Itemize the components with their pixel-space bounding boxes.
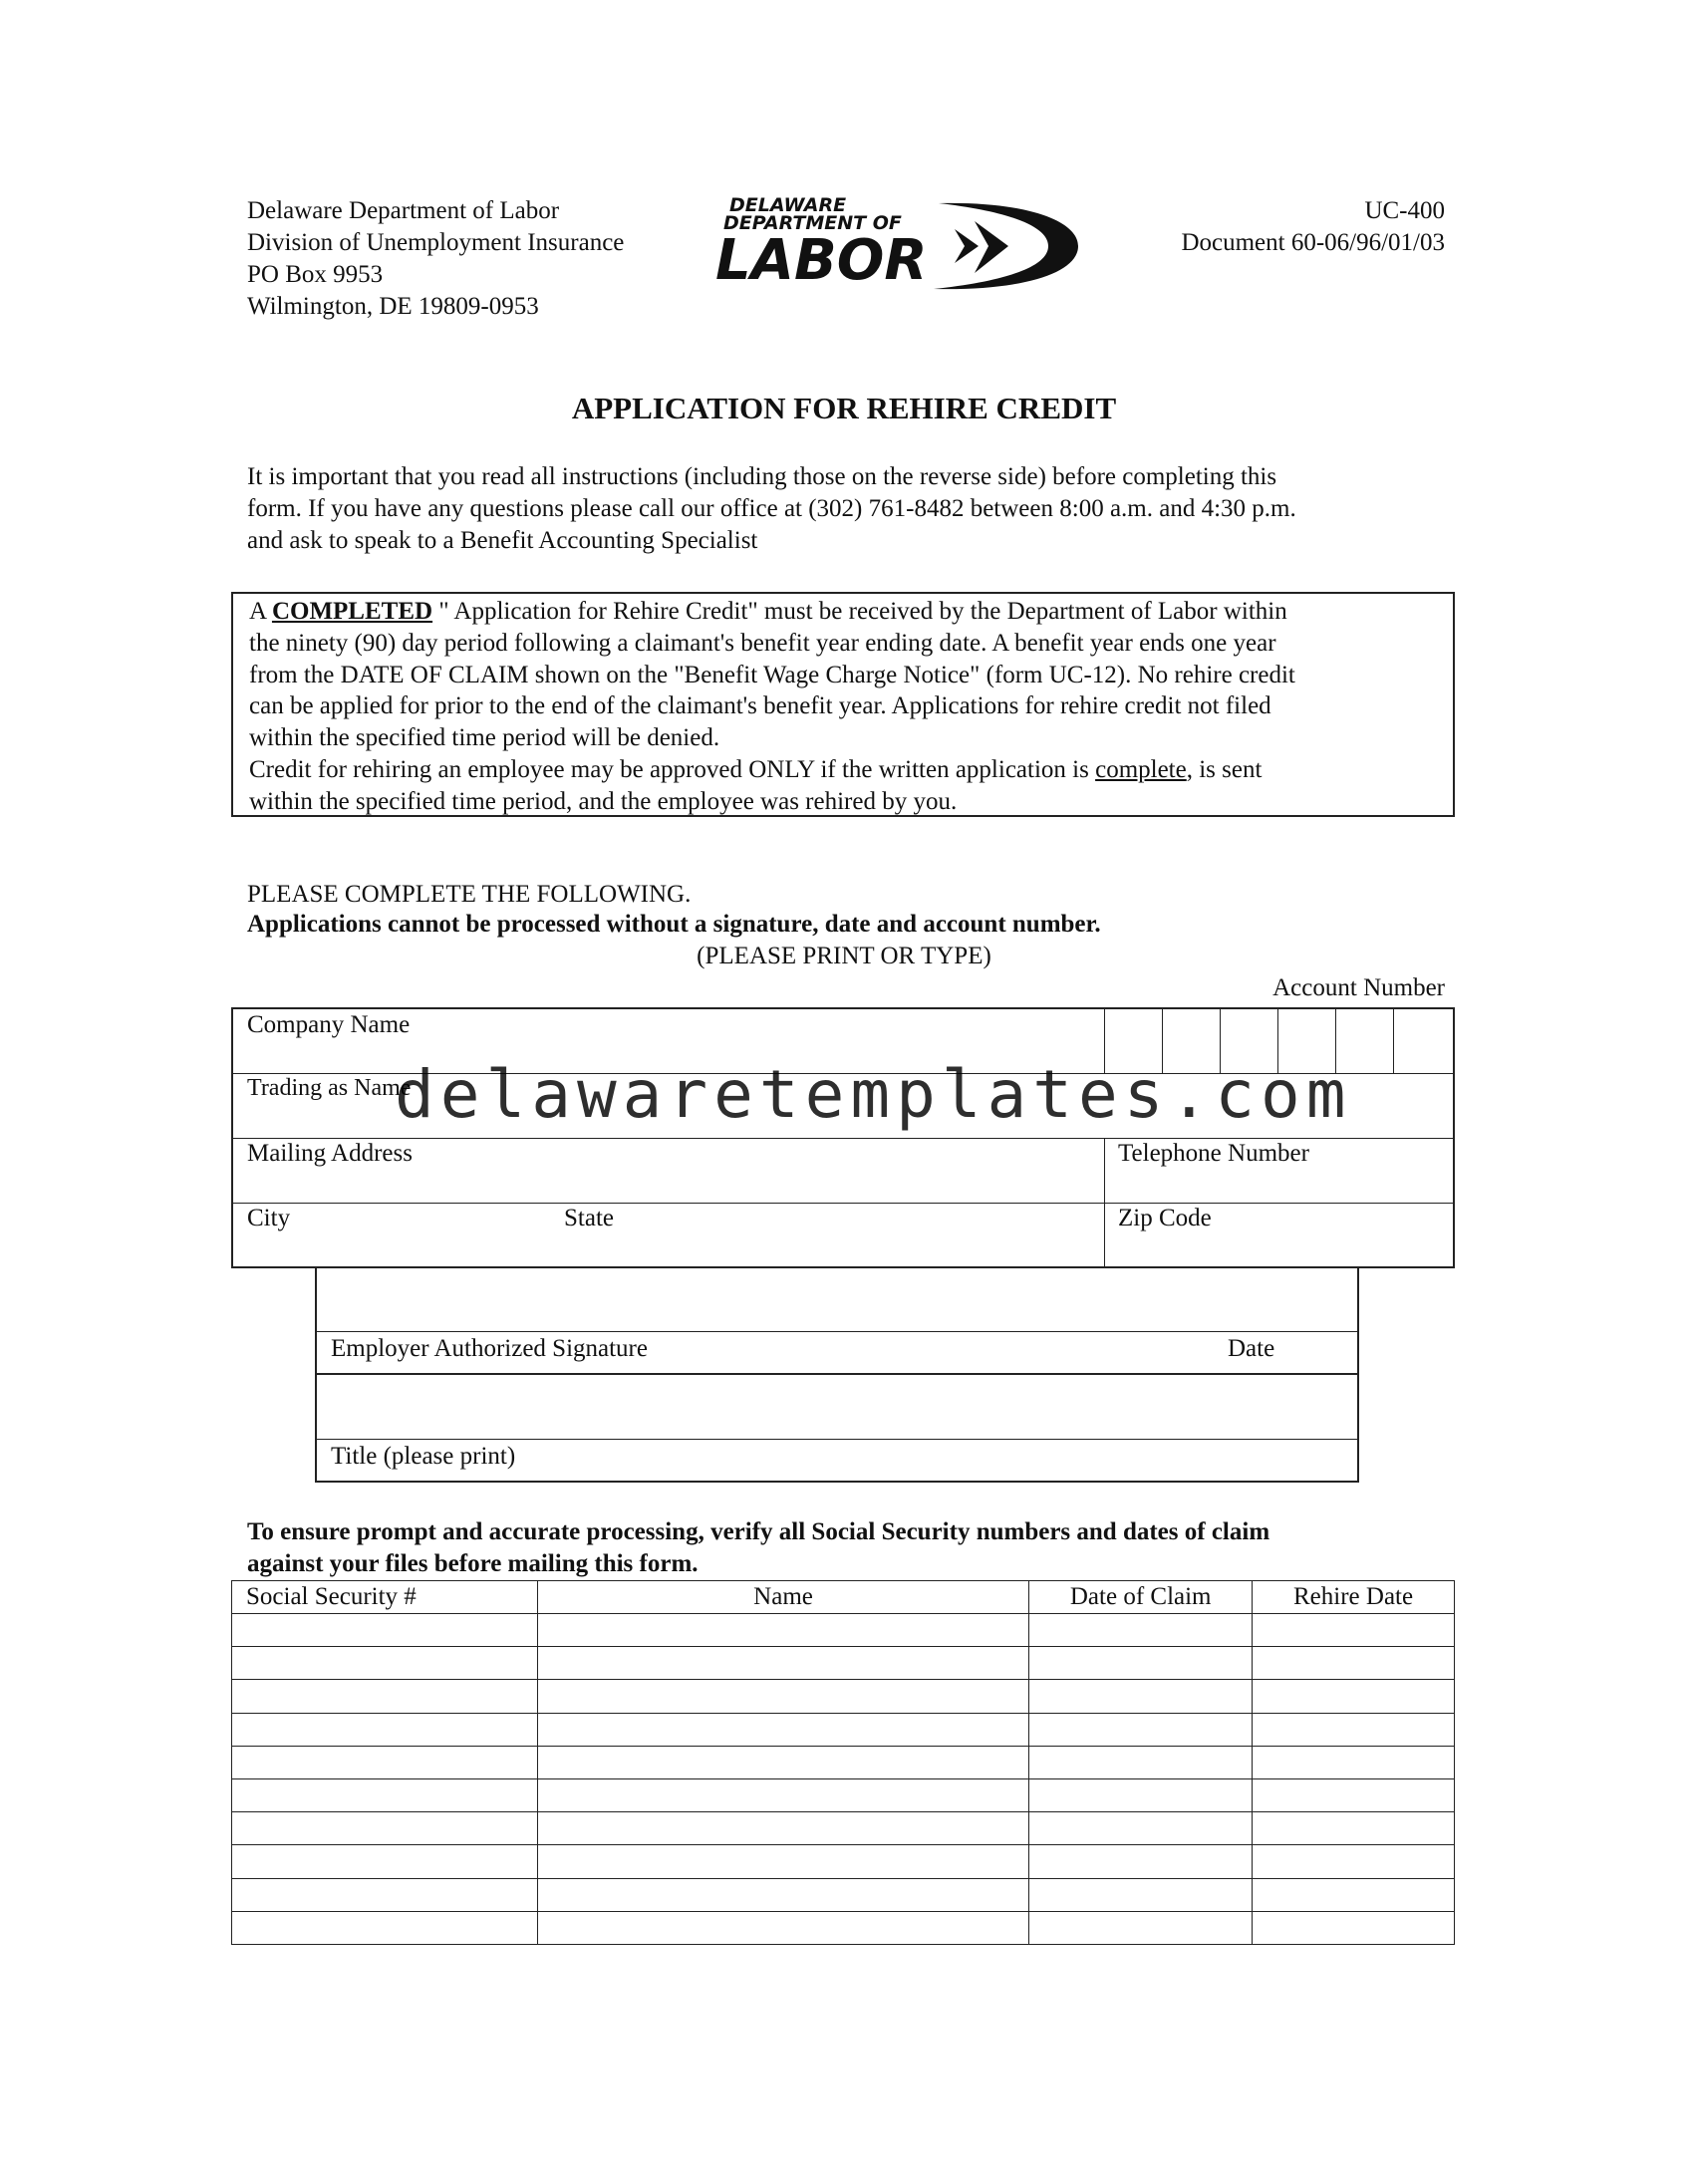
table-row xyxy=(232,1878,1455,1911)
state-field[interactable]: State xyxy=(564,1205,614,1231)
intro-line: and ask to speak to a Benefit Accounting Specialist xyxy=(247,527,758,554)
claim-date-cell[interactable] xyxy=(1029,1911,1253,1944)
company-name-field[interactable]: Company Name xyxy=(247,1011,411,1038)
ssn-cell[interactable] xyxy=(232,1812,538,1845)
table-row xyxy=(232,1812,1455,1845)
notice-line: the ninety (90) day period following a claimant's benefit year ending date. A benefit year ends one year xyxy=(249,629,1276,657)
rehire-date-cell[interactable] xyxy=(1253,1812,1455,1845)
employer-info-block xyxy=(231,1007,1455,1268)
table-row xyxy=(232,1911,1455,1944)
column-header-date-of-claim: Date of Claim xyxy=(1029,1581,1253,1614)
logo-line3: LABOR xyxy=(715,228,928,293)
rehire-date-cell[interactable] xyxy=(1253,1878,1455,1911)
rehire-date-cell[interactable] xyxy=(1253,1911,1455,1944)
ssn-cell[interactable] xyxy=(232,1746,538,1778)
column-header-ssn: Social Security # xyxy=(232,1581,538,1614)
notice-last-suffix: , is sent xyxy=(1186,755,1263,783)
form-identifier xyxy=(1126,195,1445,259)
agency-line: PO Box 9953 xyxy=(247,261,384,288)
divider xyxy=(317,1331,1357,1332)
notice-line: within the specified time period, and the employee was rehired by you. xyxy=(249,787,958,815)
column-header-rehire-date: Rehire Date xyxy=(1253,1581,1455,1614)
logo-line1: DELAWARE xyxy=(729,194,847,216)
logo-line2: DEPARTMENT OF xyxy=(723,212,902,234)
verify-line: against your files before mailing this form. xyxy=(247,1550,699,1577)
notice-line xyxy=(249,596,1453,628)
intro-line: form. If you have any questions please call our office at (302) 761-8482 between 8:00 a.m. and 4:30 p.m. xyxy=(247,495,1296,522)
table-row xyxy=(232,1680,1455,1713)
employer-signature-field[interactable]: Employer Authorized Signature xyxy=(331,1335,648,1362)
notice-line xyxy=(249,754,1453,786)
notice-prefix: A xyxy=(249,598,272,625)
agency-address xyxy=(247,195,624,323)
divider xyxy=(233,1138,1453,1139)
divider xyxy=(233,1203,1453,1204)
account-number-label: Account Number xyxy=(1272,974,1445,1001)
ssn-cell[interactable] xyxy=(232,1778,538,1811)
claim-date-cell[interactable] xyxy=(1029,1647,1253,1680)
rehire-date-cell[interactable] xyxy=(1253,1845,1455,1878)
rehire-date-cell[interactable] xyxy=(1253,1680,1455,1713)
claim-date-cell[interactable] xyxy=(1029,1746,1253,1778)
ssn-cell[interactable] xyxy=(232,1680,538,1713)
table-row xyxy=(232,1778,1455,1811)
notice-line: from the DATE OF CLAIM shown on the "Benefit Wage Charge Notice" (form UC-12). No rehire credit xyxy=(249,661,1295,688)
notice-box xyxy=(231,592,1455,817)
name-cell[interactable] xyxy=(537,1878,1029,1911)
column-header-name: Name xyxy=(537,1581,1029,1614)
name-cell[interactable] xyxy=(537,1680,1029,1713)
notice-line: can be applied for prior to the end of the claimant's benefit year. Applications for rehire credit not filed xyxy=(249,692,1271,720)
table-row xyxy=(232,1713,1455,1746)
signature-date-field[interactable]: Date xyxy=(1228,1335,1275,1362)
table-row xyxy=(232,1614,1455,1647)
account-digit-box[interactable] xyxy=(1393,1009,1394,1073)
ssn-cell[interactable] xyxy=(232,1614,538,1647)
name-cell[interactable] xyxy=(537,1845,1029,1878)
verify-line: To ensure prompt and accurate processing, verify all Social Security numbers and dates of claim xyxy=(247,1518,1270,1545)
telephone-field[interactable]: Telephone Number xyxy=(1118,1140,1309,1167)
ssn-cell[interactable] xyxy=(232,1878,538,1911)
claim-date-cell[interactable] xyxy=(1029,1845,1253,1878)
divider xyxy=(317,1439,1357,1440)
complete-instruction: PLEASE COMPLETE THE FOLLOWING. xyxy=(247,881,692,908)
department-logo xyxy=(709,191,1088,301)
title-field[interactable]: Title (please print) xyxy=(331,1443,516,1470)
notice-line: within the specified time period will be denied. xyxy=(249,724,720,752)
city-field[interactable]: City xyxy=(247,1205,291,1231)
table-row xyxy=(232,1746,1455,1778)
claim-date-cell[interactable] xyxy=(1029,1812,1253,1845)
intro-paragraph xyxy=(247,461,1453,557)
rehire-date-cell[interactable] xyxy=(1253,1713,1455,1746)
form-number: UC-400 xyxy=(1364,197,1445,224)
print-instruction: (PLEASE PRINT OR TYPE) xyxy=(697,943,991,969)
claim-date-cell[interactable] xyxy=(1029,1878,1253,1911)
name-cell[interactable] xyxy=(537,1647,1029,1680)
rehire-date-cell[interactable] xyxy=(1253,1614,1455,1647)
table-row xyxy=(232,1647,1455,1680)
table-row xyxy=(232,1845,1455,1878)
document-number: Document 60-06/96/01/03 xyxy=(1181,229,1445,256)
name-cell[interactable] xyxy=(537,1713,1029,1746)
claim-date-cell[interactable] xyxy=(1029,1713,1253,1746)
claimant-table xyxy=(231,1580,1455,1945)
claim-date-cell[interactable] xyxy=(1029,1680,1253,1713)
claim-date-cell[interactable] xyxy=(1029,1778,1253,1811)
divider xyxy=(317,1373,1357,1375)
agency-line: Division of Unemployment Insurance xyxy=(247,229,625,256)
rehire-date-cell[interactable] xyxy=(1253,1778,1455,1811)
verify-instruction xyxy=(247,1516,1453,1580)
claim-date-cell[interactable] xyxy=(1029,1614,1253,1647)
name-cell[interactable] xyxy=(537,1746,1029,1778)
agency-line: Wilmington, DE 19809-0953 xyxy=(247,293,539,320)
name-cell[interactable] xyxy=(537,1812,1029,1845)
rehire-date-cell[interactable] xyxy=(1253,1647,1455,1680)
watermark: delawaretemplates.com xyxy=(395,1056,1352,1133)
ssn-cell[interactable] xyxy=(232,1647,538,1680)
agency-line: Delaware Department of Labor xyxy=(247,197,560,224)
mailing-address-field[interactable]: Mailing Address xyxy=(247,1140,413,1167)
ssn-cell[interactable] xyxy=(232,1911,538,1944)
page-title: APPLICATION FOR REHIRE CREDIT xyxy=(571,391,1117,425)
required-notice: Applications cannot be processed without a signature, date and account number. xyxy=(247,911,1101,938)
rehire-date-cell[interactable] xyxy=(1253,1746,1455,1778)
name-cell[interactable] xyxy=(537,1778,1029,1811)
ssn-cell[interactable] xyxy=(232,1713,538,1746)
notice-suffix: " Application for Rehire Credit" must be received by the Department of Labor within xyxy=(432,598,1287,625)
signature-block xyxy=(315,1267,1359,1483)
notice-underline: complete xyxy=(1095,755,1187,783)
name-cell[interactable] xyxy=(537,1614,1029,1647)
notice-last-prefix: Credit for rehiring an employee may be approved ONLY if the written application is xyxy=(249,755,1096,783)
zip-code-field[interactable]: Zip Code xyxy=(1118,1205,1212,1231)
name-cell[interactable] xyxy=(537,1911,1029,1944)
intro-line: It is important that you read all instructions (including those on the reverse side) before completing this xyxy=(247,463,1277,490)
ssn-cell[interactable] xyxy=(232,1845,538,1878)
notice-emphasis: COMPLETED xyxy=(271,598,433,625)
divider xyxy=(1104,1138,1105,1266)
trading-as-field[interactable]: Trading as Name xyxy=(247,1075,412,1101)
